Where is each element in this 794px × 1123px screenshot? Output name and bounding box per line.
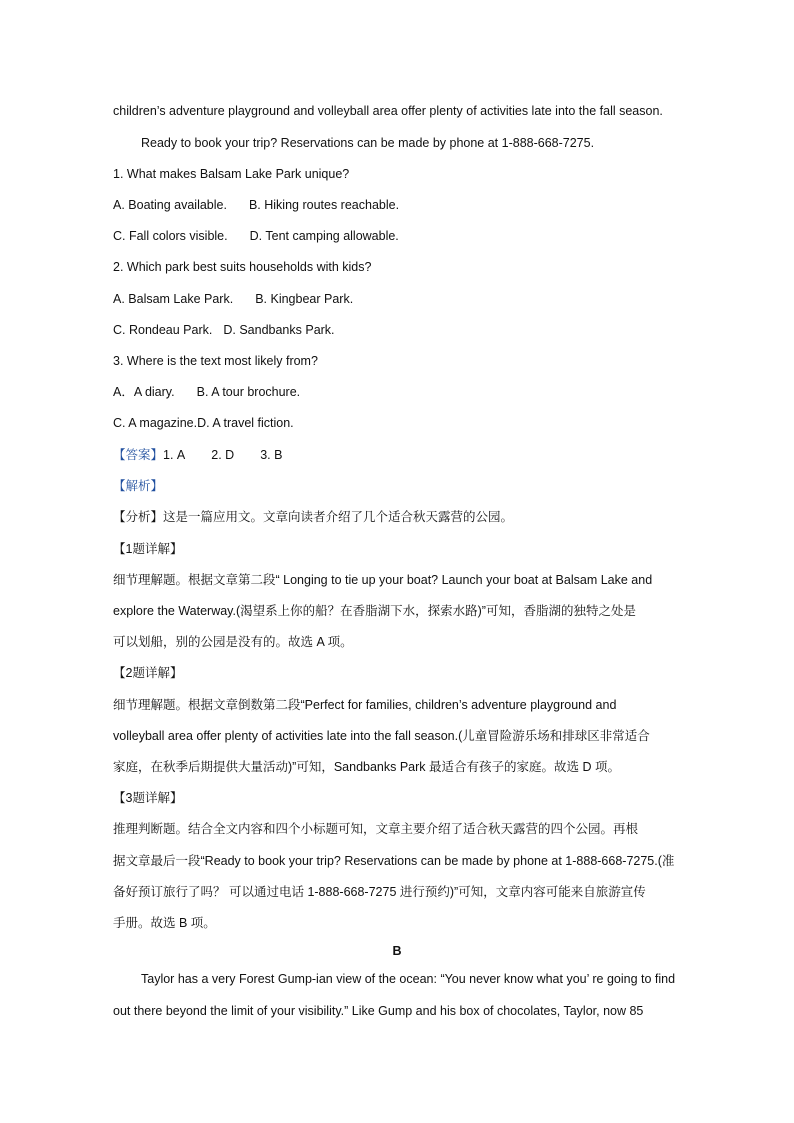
answer-2: 2. D — [211, 448, 235, 462]
analysis-summary — [113, 509, 513, 525]
question-3-options-row-1 — [113, 384, 300, 400]
detail-3-heading: 【3题详解】 — [113, 791, 183, 805]
detail-2-line: volleyball area offer plenty of activities late into the fall season.(儿童冒险游乐场和排球区非常适合 — [113, 729, 650, 743]
detail-1-line: 可以划船，别的公园是没有的。故选 A 项。 — [113, 635, 353, 649]
option-b: B. Kingbear Park. — [255, 292, 354, 306]
option-d: D. Sandbanks Park. — [223, 323, 335, 337]
detail-2-line: 家庭，在秋季后期提供大量活动)”可知，Sandbanks Park 最适合有孩子的家庭。故选 D 项。 — [113, 760, 620, 774]
summary-tag: 【分析】 — [113, 510, 164, 524]
answer-line — [113, 447, 282, 463]
option-b: B. Hiking routes reachable. — [248, 198, 400, 212]
summary-text: 这是一篇应用文。文章向读者介绍了几个适合秋天露营的公园。 — [163, 510, 514, 524]
detail-3-line: 备好预订旅行了吗？ 可以通过电话 1-888-668-7275 进行预约)”可知，文章内容可能来自旅游宣传 — [113, 885, 646, 899]
detail-1-line: explore the Waterway.(渴望系上你的船？在香脂湖下水，探索水路)”可知，香脂湖的独特之处是 — [113, 604, 636, 618]
question-2-options-row-2 — [113, 322, 335, 338]
analysis-label: 【解析】 — [113, 479, 164, 493]
option-a: A. Balsam Lake Park. — [113, 292, 234, 306]
option-a: A. Boating available. — [113, 198, 227, 212]
answer-3: 3. B — [260, 448, 283, 462]
option-d: D. Tent camping allowable. — [249, 229, 399, 243]
detail-3-line: 推理判断题。结合全文内容和四个小标题可知，文章主要介绍了适合秋天露营的四个公园。再根 — [113, 822, 639, 836]
option-c: C. A magazine. — [113, 416, 198, 430]
option-b: B. A tour brochure. — [196, 385, 301, 399]
passage-a-line: children’s adventure playground and volleyball area offer plenty of activities late into the fall season. — [113, 104, 663, 118]
question-2-options-row-1 — [113, 291, 353, 307]
answer-label: 【答案】 — [113, 448, 164, 462]
option-d: D. A travel fiction. — [197, 416, 294, 430]
question-1-options-row-2 — [113, 228, 399, 244]
question-1-options-row-1 — [113, 197, 399, 213]
option-c: C. Rondeau Park. — [113, 323, 213, 337]
option-c: C. Fall colors visible. — [113, 229, 228, 243]
question-2-stem: 2. Which park best suits households with kids? — [113, 260, 372, 274]
detail-3-line: 据文章最后一段“Ready to book your trip? Reservations can be made by phone at 1-888-668-7275.(准 — [113, 854, 675, 868]
passage-b-heading: B — [392, 944, 402, 958]
question-3-options-row-2 — [113, 415, 294, 431]
passage-b-line: out there beyond the limit of your visibility.” Like Gump and his box of chocolates, Taylor, now 85 — [113, 1004, 644, 1018]
answer-1: 1. A — [163, 448, 186, 462]
detail-1-line: 细节理解题。根据文章第二段“ Longing to tie up your boat? Launch your boat at Balsam Lake and — [113, 573, 653, 587]
detail-3-line: 手册。故选 B 项。 — [113, 916, 216, 930]
detail-2-heading: 【2题详解】 — [113, 666, 183, 680]
passage-b-line: Taylor has a very Forest Gump-ian view of the ocean: “You never know what you’ re going to find — [141, 972, 676, 986]
passage-a-closing: Ready to book your trip? Reservations can be made by phone at 1-888-668-7275. — [141, 136, 595, 150]
option-a: A．A diary. — [113, 385, 175, 399]
question-1-stem: 1. What makes Balsam Lake Park unique? — [113, 167, 350, 181]
detail-2-line: 细节理解题。根据文章倒数第二段“Perfect for families, children’s adventure playground and — [113, 698, 617, 712]
question-3-stem: 3. Where is the text most likely from? — [113, 354, 318, 368]
detail-1-heading: 【1题详解】 — [113, 542, 183, 556]
